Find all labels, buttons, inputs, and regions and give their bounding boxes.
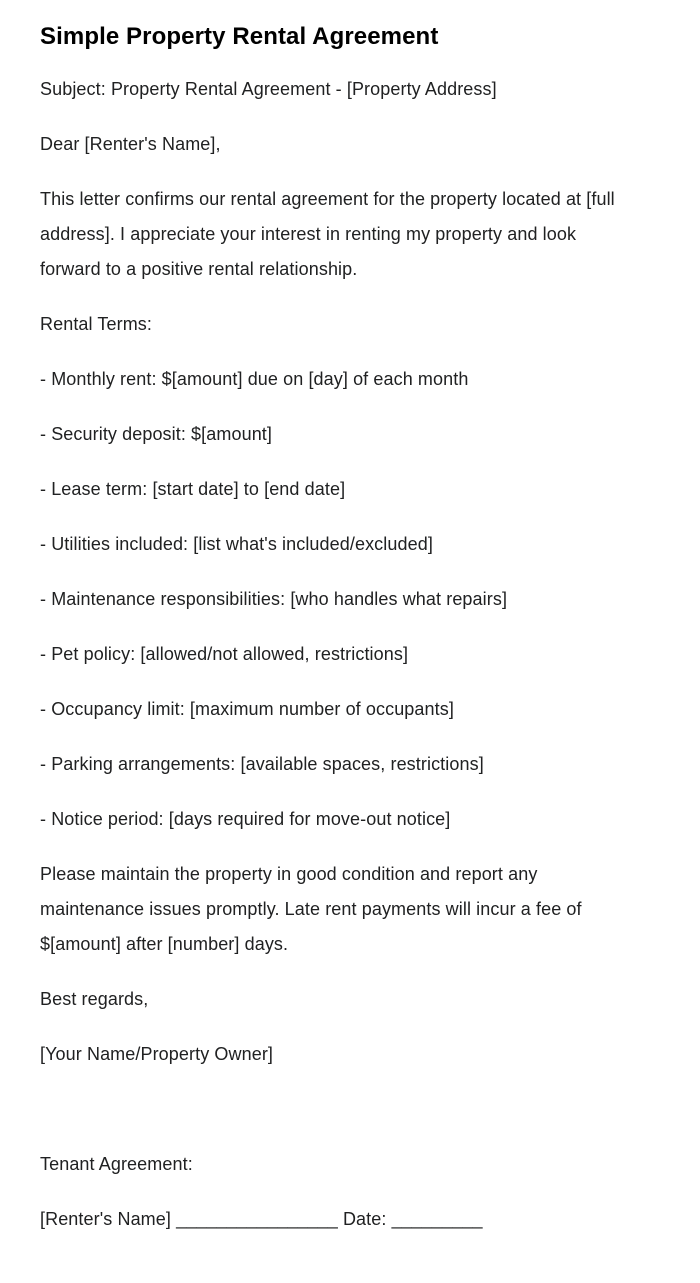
term-pet-policy: - Pet policy: [allowed/not allowed, restrictions] (40, 644, 409, 664)
term-maintenance-responsibilities: - Maintenance responsibilities: [who handles what repairs] (40, 589, 508, 609)
blank-line-spacer (40, 1092, 664, 1147)
salutation: Dear [Renter's Name], (40, 134, 221, 154)
term-occupancy-limit: - Occupancy limit: [maximum number of occupants] (40, 699, 454, 719)
term-utilities-included: - Utilities included: [list what's included/excluded] (40, 534, 433, 554)
intro-paragraph: This letter confirms our rental agreement for the property located at [full address]. I appreciate your interest in renting my property and look forward to a positive rental relationship. (40, 189, 615, 279)
maintenance-paragraph: Please maintain the property in good condition and report any maintenance issues promptly. Late rent payments will incur a fee of $[amount] after [number] days. (40, 864, 582, 954)
tenant-signature-line: [Renter's Name] ________________ Date: _________ (40, 1209, 483, 1229)
tenant-agreement-heading: Tenant Agreement: (40, 1154, 193, 1174)
subject-line: Subject: Property Rental Agreement - [Property Address] (40, 79, 497, 99)
closing-line: Best regards, (40, 989, 149, 1009)
term-security-deposit: - Security deposit: $[amount] (40, 424, 273, 444)
document-title: Simple Property Rental Agreement (40, 23, 439, 50)
term-parking-arrangements: - Parking arrangements: [available spaces, restrictions] (40, 754, 484, 774)
term-lease-term: - Lease term: [start date] to [end date] (40, 479, 346, 499)
term-monthly-rent: - Monthly rent: $[amount] due on [day] of each month (40, 369, 469, 389)
rental-terms-heading: Rental Terms: (40, 314, 153, 334)
signature-name: [Your Name/Property Owner] (40, 1044, 274, 1064)
term-notice-period: - Notice period: [days required for move-out notice] (40, 809, 451, 829)
